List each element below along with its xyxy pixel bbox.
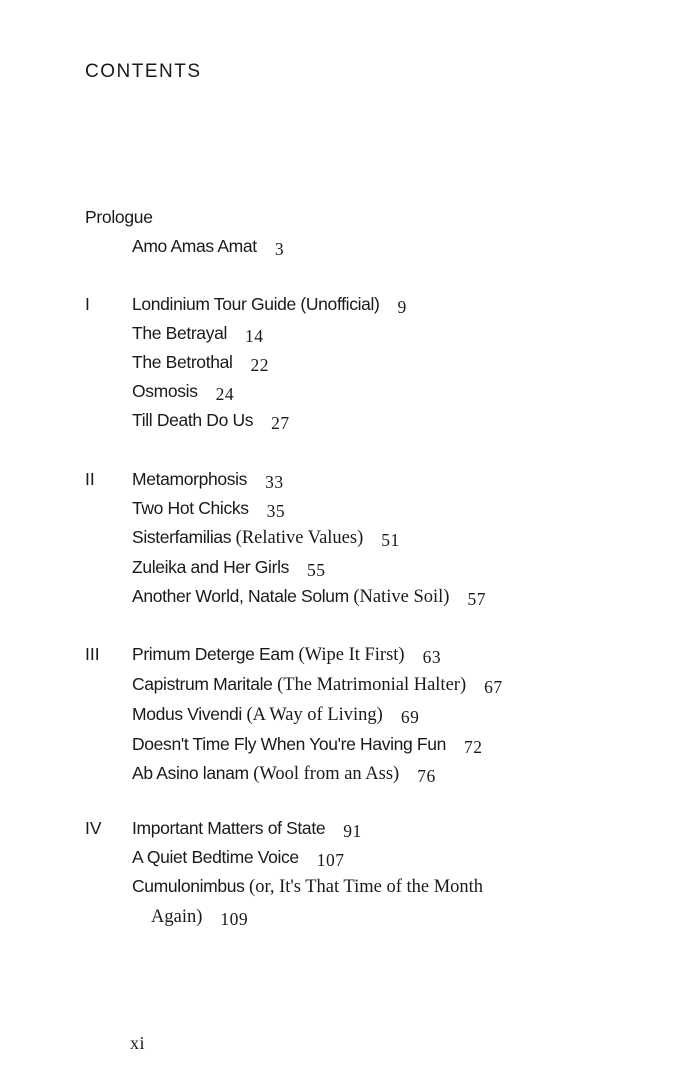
entry-page-number: 63 bbox=[422, 647, 442, 667]
toc-entry[interactable] bbox=[132, 290, 407, 319]
section-iv-block bbox=[85, 814, 483, 932]
toc-entry[interactable] bbox=[132, 232, 284, 261]
entry-title: Londinium Tour Guide (Unofficial) bbox=[132, 294, 380, 314]
toc-entry[interactable] bbox=[132, 494, 486, 523]
section-numeral: IV bbox=[85, 818, 102, 838]
entry-subtitle: (A Way of Living) bbox=[246, 705, 383, 725]
entry-subtitle: (Native Soil) bbox=[353, 587, 450, 607]
toc-entry[interactable] bbox=[132, 348, 407, 377]
entry-page-number: 109 bbox=[220, 909, 249, 929]
entry-page-number: 14 bbox=[245, 326, 264, 346]
entry-title: Capistrum Maritale bbox=[132, 674, 278, 694]
prologue-entries bbox=[132, 232, 284, 261]
entry-title: Zuleika and Her Girls bbox=[132, 557, 290, 577]
section-entries bbox=[132, 814, 483, 932]
toc-entry[interactable] bbox=[132, 377, 407, 406]
toc-entry[interactable] bbox=[132, 553, 486, 582]
entry-subtitle: (Wool from an Ass) bbox=[253, 764, 400, 784]
entry-page-number: 33 bbox=[265, 472, 284, 492]
entry-page-number: 27 bbox=[271, 413, 290, 433]
entry-title: Ab Asino lanam bbox=[132, 763, 254, 783]
section-ii-block bbox=[85, 465, 486, 612]
entry-title: The Betrayal bbox=[132, 323, 228, 343]
prologue-block bbox=[85, 203, 284, 261]
section-numeral: I bbox=[85, 294, 90, 314]
entry-page-number: 67 bbox=[484, 677, 503, 697]
entry-page-number: 107 bbox=[316, 850, 345, 870]
entry-title: Two Hot Chicks bbox=[132, 498, 249, 518]
entry-page-number: 76 bbox=[417, 766, 436, 786]
entry-title: Another World, Natale Solum bbox=[132, 586, 354, 606]
entry-title: The Betrothal bbox=[132, 352, 233, 372]
toc-entry[interactable] bbox=[132, 730, 503, 759]
entry-title: Important Matters of State bbox=[132, 818, 326, 838]
toc-entry[interactable] bbox=[132, 670, 503, 700]
entry-title: Doesn't Time Fly When You're Having Fun bbox=[132, 734, 447, 754]
entry-page-number: 51 bbox=[381, 530, 400, 550]
entry-subtitle: (Wipe It First) bbox=[298, 645, 405, 665]
entry-page-number: 91 bbox=[343, 821, 362, 841]
entry-page-number: 35 bbox=[266, 501, 286, 521]
entry-title: Metamorphosis bbox=[132, 469, 248, 489]
entry-title: Amo Amas Amat bbox=[132, 236, 257, 256]
entry-page-number: 72 bbox=[464, 737, 483, 757]
contents-heading: CONTENTS bbox=[85, 61, 202, 82]
toc-entry[interactable] bbox=[132, 759, 503, 789]
toc-entry[interactable] bbox=[132, 465, 486, 494]
entry-title: Modus Vivendi bbox=[132, 704, 247, 724]
entry-subtitle: (or, It's That Time of the Month bbox=[249, 877, 484, 897]
toc-entry[interactable] bbox=[132, 406, 407, 435]
section-i-block bbox=[85, 290, 407, 435]
toc-entry[interactable] bbox=[132, 319, 407, 348]
entry-subtitle-continued: Again) bbox=[151, 907, 203, 927]
prologue-label: Prologue bbox=[85, 207, 153, 227]
entry-page-number: 24 bbox=[215, 384, 235, 404]
toc-entry[interactable] bbox=[132, 872, 483, 932]
section-numeral: III bbox=[85, 644, 100, 664]
entry-page-number: 22 bbox=[250, 355, 270, 375]
folio-page-number: xi bbox=[130, 1033, 146, 1053]
entry-title: Osmosis bbox=[132, 381, 198, 401]
section-numeral: II bbox=[85, 469, 95, 489]
entry-subtitle: (The Matrimonial Halter) bbox=[277, 675, 467, 695]
toc-entry[interactable] bbox=[132, 843, 483, 872]
entry-subtitle: (Relative Values) bbox=[235, 528, 364, 548]
section-entries bbox=[132, 640, 503, 789]
toc-entry[interactable] bbox=[132, 523, 486, 553]
entry-page-number: 57 bbox=[467, 589, 486, 609]
section-iii-block bbox=[85, 640, 503, 789]
entry-title: Cumulonimbus bbox=[132, 876, 250, 896]
section-entries bbox=[132, 290, 407, 435]
entry-continuation bbox=[132, 902, 483, 932]
toc-entry[interactable] bbox=[132, 582, 486, 612]
toc-entry[interactable] bbox=[132, 640, 503, 670]
entry-title: A Quiet Bedtime Voice bbox=[132, 847, 299, 867]
entry-page-number: 55 bbox=[307, 560, 326, 580]
entry-page-number: 9 bbox=[397, 297, 407, 317]
entry-title: Till Death Do Us bbox=[132, 410, 254, 430]
entry-page-number: 69 bbox=[400, 707, 420, 727]
toc-entry[interactable] bbox=[132, 814, 483, 843]
toc-entry[interactable] bbox=[132, 700, 503, 730]
entry-page-number: 3 bbox=[274, 239, 285, 259]
entry-title: Sisterfamilias bbox=[132, 527, 236, 547]
section-entries bbox=[132, 465, 486, 612]
entry-title: Primum Deterge Eam bbox=[132, 644, 299, 664]
